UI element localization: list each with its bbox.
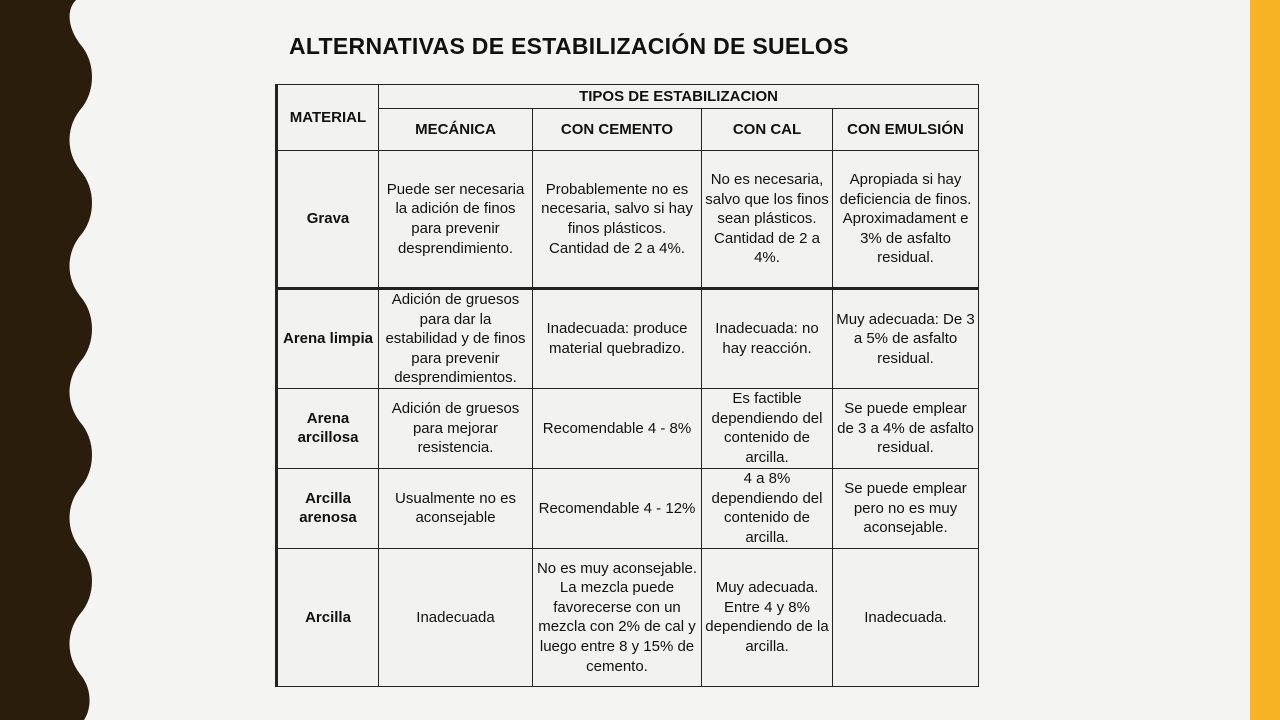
cell-cal: Inadecuada: no hay reacción. [702,289,833,389]
table-row [277,548,979,686]
cell-cemento: No es muy aconsejable. La mezcla puede favorecerse con un mezcla con 2% de cal y luego entre 8 y 15% de cemento. [533,548,702,686]
cell-mecanica: Inadecuada [379,548,533,686]
table-row [277,151,979,289]
table-row [277,289,979,389]
cell-emulsion: Inadecuada. [833,548,979,686]
col-header-emulsion: CON EMULSIÓN [833,109,979,151]
cell-emulsion: Se puede emplear pero no es muy aconsejable. [833,468,979,548]
cell-emulsion: Apropiada si hay deficiencia de finos. Aproximadament e 3% de asfalto residual. [833,151,979,289]
material-cell: Arena arcillosa [277,388,379,468]
col-header-cal: CON CAL [702,109,833,151]
col-header-mecanica: MECÁNICA [379,109,533,151]
cell-mecanica: Adición de gruesos para dar la estabilidad y de finos para prevenir desprendimientos. [379,289,533,389]
left-wave-decoration [0,0,100,720]
cell-emulsion: Muy adecuada: De 3 a 5% de asfalto residual. [833,289,979,389]
right-accent-bar [1250,0,1280,720]
table-row [277,388,979,468]
cell-mecanica: Puede ser necesaria la adición de finos para prevenir desprendimiento. [379,151,533,289]
cell-cal: No es necesaria, salvo que los finos sean plásticos. Cantidad de 2 a 4%. [702,151,833,289]
material-header: MATERIAL [277,85,379,151]
cell-cemento: Inadecuada: produce material quebradizo. [533,289,702,389]
cell-emulsion: Se puede emplear de 3 a 4% de asfalto residual. [833,388,979,468]
cell-cal: Es factible dependiendo del contenido de arcilla. [702,388,833,468]
stabilization-table [275,84,979,687]
material-cell: Arcilla arenosa [277,468,379,548]
table-subheader-row [277,109,979,151]
material-cell: Grava [277,151,379,289]
cell-cemento: Recomendable 4 - 8% [533,388,702,468]
types-header: TIPOS DE ESTABILIZACION [379,85,979,109]
material-cell: Arena limpia [277,289,379,389]
cell-mecanica: Adición de gruesos para mejorar resistencia. [379,388,533,468]
cell-cemento: Recomendable 4 - 12% [533,468,702,548]
table-row [277,468,979,548]
cell-cal: 4 a 8% dependiendo del contenido de arcilla. [702,468,833,548]
cell-mecanica: Usualmente no es aconsejable [379,468,533,548]
material-cell: Arcilla [277,548,379,686]
cell-cemento: Probablemente no es necesaria, salvo si hay finos plásticos. Cantidad de 2 a 4%. [533,151,702,289]
slide-title: ALTERNATIVAS DE ESTABILIZACIÓN DE SUELOS [289,33,849,59]
col-header-cemento: CON CEMENTO [533,109,702,151]
cell-cal: Muy adecuada. Entre 4 y 8% dependiendo de la arcilla. [702,548,833,686]
table-header-row [277,85,979,109]
